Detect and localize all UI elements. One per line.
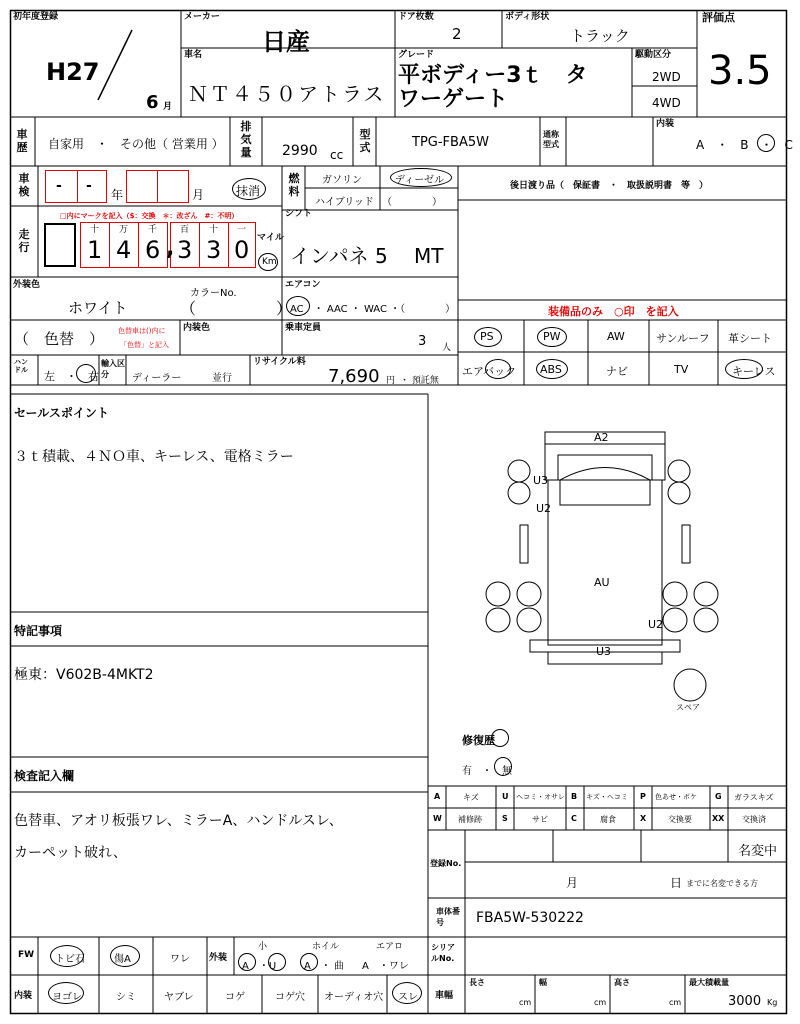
- equip-abs: ABS: [540, 363, 562, 376]
- fuel-diesel: ディーゼル: [395, 175, 444, 186]
- mileage-unit-3: 千: [148, 225, 158, 235]
- bottom-small-label: 小: [258, 942, 268, 952]
- bottom-interior-label: 内装: [14, 991, 33, 1001]
- chassis-label: 車体番号: [436, 907, 460, 927]
- model-value: TPG-FBA5W: [412, 135, 489, 150]
- legend-xx-code: XX: [712, 814, 725, 823]
- mileage-comma: ,: [166, 236, 175, 261]
- max-load-unit: Kg: [767, 998, 778, 1007]
- size-height-unit: cm: [669, 998, 682, 1007]
- legend-x-desc: 交換要: [668, 815, 692, 824]
- mileage-digit-3: 6: [145, 236, 161, 264]
- size-width-unit: cm: [594, 998, 607, 1007]
- capacity-unit: 人: [442, 343, 452, 353]
- inspection-dash-2: -: [86, 178, 92, 194]
- size-width-label: 幅: [539, 978, 547, 987]
- drive-label: 駆動区分: [635, 50, 672, 60]
- legend-g-code: G: [715, 792, 722, 801]
- bottom-wheel-value: A ・ 曲: [304, 961, 345, 972]
- legend-xx-desc: 交換済: [742, 815, 766, 824]
- legend-u-code: U: [502, 792, 509, 801]
- equipment-header: 装備品のみ ○印 を記入: [548, 305, 679, 318]
- inspector-line2: カーペット破れ、: [14, 845, 127, 861]
- size-length-label: 長さ: [469, 978, 485, 987]
- interior-grade-values: A ・ B ・ C: [696, 138, 793, 152]
- inspection-box-2: [77, 170, 107, 203]
- equip-tv: TV: [674, 363, 689, 376]
- equip-ps: PS: [480, 330, 494, 343]
- interior-burn-hole: コゲ穴: [275, 992, 305, 1003]
- registration-name-change: 名変中: [738, 844, 778, 859]
- registration-day: 日: [670, 876, 683, 890]
- month-unit: 月: [163, 102, 173, 112]
- common-model-label: 通称型式: [543, 130, 559, 149]
- grade-line2: ワーゲート: [398, 87, 509, 112]
- steering-value: 左 ・ 右: [44, 370, 99, 383]
- shift-value: インパネ 5 MT: [290, 244, 444, 268]
- grade-line1: 平ボディー3ｔ タ: [398, 63, 588, 88]
- exterior-color: ホワイト: [68, 299, 128, 317]
- capacity-value: 3: [418, 334, 427, 349]
- recycle-unit: 円: [386, 376, 396, 386]
- bottom-aero-label: エアロ: [376, 942, 404, 952]
- import-parallel: 並行: [212, 373, 232, 384]
- mileage-km: Km: [262, 257, 277, 267]
- mileage-km-circle: [258, 253, 278, 271]
- score-value: 3.5: [708, 48, 772, 94]
- equip-aw: AW: [607, 330, 625, 343]
- mileage-digits: [80, 222, 256, 268]
- equip-airbag: エアバック: [462, 365, 517, 378]
- aircon-circle: [286, 296, 310, 316]
- special-text: 極東：V602B-4MKT2: [14, 667, 154, 683]
- aircon-value: AC ・ AAC ・ WAC ・（ ）: [290, 304, 456, 315]
- displacement-value: 2990: [282, 143, 318, 159]
- chassis-value: FBA5W-530222: [476, 910, 584, 926]
- first-reg-month: 6: [146, 92, 159, 113]
- fw-scratch: 傷A: [114, 954, 131, 965]
- bottom-small-value: A ・U: [242, 961, 277, 972]
- fuel-diesel-circle: [390, 168, 452, 187]
- mileage-unit-1: 十: [90, 225, 100, 235]
- color-no-label: カラーNo.: [190, 288, 237, 299]
- equip-navi: ナビ: [606, 365, 628, 378]
- import-dealer: ディーラー: [132, 373, 182, 384]
- maker-label: メーカー: [184, 12, 220, 22]
- after-items: 後日渡り品（ 保証書 ・ 取扱説明書 等 ）: [510, 181, 709, 191]
- legend-w-desc: 補修跡: [458, 815, 482, 824]
- inspector-label: 検査記入欄: [14, 769, 75, 783]
- equip-keyless: キーレス: [732, 365, 776, 378]
- serial-label: シリアルNo.: [431, 943, 455, 963]
- legend-x-code: X: [640, 814, 647, 823]
- legend-g-desc: ガラスキズ: [734, 793, 774, 802]
- diagram-mark-u3-front: U3: [533, 474, 549, 487]
- max-load-label: 最大積載量: [689, 978, 729, 987]
- grade-label: グレード: [398, 50, 435, 60]
- doors-label: ドア枚数: [398, 12, 434, 22]
- mileage-digit-5: 3: [206, 236, 222, 264]
- legend-p-desc: 色あせ・ボケ: [655, 793, 697, 801]
- interior-scuff: スレ: [398, 992, 418, 1003]
- mileage-digit-4: 3: [177, 236, 193, 264]
- bottom-wheel-label: ホイル: [312, 942, 340, 952]
- inspection-status: 抹消: [236, 184, 261, 198]
- body-value: トラック: [570, 27, 630, 45]
- size-height-label: 高さ: [614, 978, 630, 987]
- legend-b-desc: キズ・ヘコミ: [586, 793, 628, 801]
- sales-text: ３ｔ積載、４ＮＯ車、キーレス、電格ミラー: [14, 449, 294, 465]
- diagram-mark-u2-rear: U2: [648, 618, 664, 631]
- bottom-aero-value: A ・ワレ: [362, 961, 409, 972]
- recycle-note: ・ 預託無: [400, 376, 439, 386]
- repair-none-circle: [494, 757, 512, 776]
- drive-4wd: 4WD: [652, 96, 681, 110]
- steering-right-circle: [76, 364, 96, 383]
- fuel-label: 燃料: [288, 172, 300, 198]
- history-value: 自家用 ・ その他（ 営業用 ）: [48, 137, 224, 151]
- first-reg-year: H27: [46, 58, 100, 86]
- mileage-digit-2: 4: [116, 236, 132, 264]
- drive-2wd: 2WD: [652, 70, 681, 84]
- diagram-mark-u3-rear: U3: [596, 645, 612, 658]
- mileage-unit-5: 十: [209, 225, 219, 235]
- maker-value: 日産: [262, 28, 310, 56]
- color-no-paren: （ ）: [180, 299, 293, 318]
- equip-sunroof: サンルーフ: [656, 332, 710, 345]
- fw-crack: ワレ: [170, 954, 190, 965]
- exterior-label: 外装色: [13, 280, 41, 290]
- diagram-mark-a2: A2: [594, 431, 609, 444]
- repaint-note-1: 色替車は()内に: [118, 327, 166, 335]
- inspection-month-unit: 月: [192, 188, 205, 202]
- max-load-value: 3000: [728, 994, 762, 1009]
- mileage-digit-1: 1: [87, 236, 103, 264]
- interior-burn: コゲ: [225, 992, 245, 1003]
- mileage-digit-6: 0: [234, 236, 250, 264]
- fw-label: FW: [18, 950, 35, 960]
- recycle-label: リサイクル料: [253, 357, 306, 367]
- first-reg-label: 初年度登録: [13, 12, 59, 22]
- repair-label: 修復歴: [462, 734, 495, 747]
- bottom-exterior-label: 外装: [209, 953, 228, 963]
- model-label: 型式: [359, 128, 371, 154]
- size-label: 車幅: [435, 991, 454, 1001]
- mileage-unit-4: 百: [180, 225, 190, 235]
- fw-chip: トビ石: [55, 954, 85, 965]
- mileage-mark-box: [44, 223, 76, 267]
- fuel-gasoline: ガソリン: [322, 175, 362, 186]
- legend-w-code: W: [433, 814, 442, 823]
- capacity-label: 乗車定員: [285, 323, 322, 333]
- legend-a-desc: キズ: [463, 793, 479, 802]
- legend-b-code: B: [571, 792, 578, 801]
- special-label: 特記事項: [14, 624, 63, 638]
- legend-c-desc: 腐食: [600, 815, 616, 824]
- displacement-label: 排気量: [240, 120, 252, 159]
- steering-label: ハンドル: [14, 358, 28, 374]
- mileage-note: □内にマークを記入（$：交換 ＊：改ざん #：不明）: [60, 212, 239, 220]
- doors-value: 2: [452, 25, 462, 43]
- aircon-label: エアコン: [285, 280, 321, 290]
- mileage-unit-6: 一: [237, 225, 247, 235]
- interior-grade-label: 内装: [656, 119, 675, 129]
- sales-label: セールスポイント: [14, 406, 109, 420]
- history-label: 車歴: [16, 128, 28, 154]
- car-name-value: ＮＴ４５０アトラス: [188, 82, 386, 106]
- legend-u-desc: ヘコミ・オサレ: [516, 793, 565, 801]
- registration-label: 登録No.: [430, 859, 462, 868]
- car-name-label: 車名: [184, 50, 203, 60]
- fuel-hybrid: ハイブリッド: [315, 197, 374, 208]
- car-diagram: [486, 432, 718, 701]
- fuel-hybrid-paren: （ ）: [382, 197, 442, 208]
- repair-value: 有 ・ 無: [462, 766, 512, 777]
- legend-s-code: S: [502, 814, 508, 823]
- recycle-value: 7,690: [328, 366, 380, 387]
- legend-s-desc: サビ: [532, 815, 548, 824]
- inspection-status-circle: [232, 178, 266, 200]
- interior-dirt: ヨゴレ: [52, 992, 82, 1003]
- import-label: 輸入区分: [101, 359, 125, 379]
- mileage-label: 走行: [18, 228, 30, 254]
- interior-grade-circle: [757, 134, 775, 152]
- size-length-unit: cm: [519, 998, 532, 1007]
- legend-a-code: A: [434, 792, 441, 801]
- inspection-dash-1: -: [56, 178, 62, 194]
- mileage-unit-2: 万: [119, 225, 129, 235]
- inspection-year-unit: 年: [111, 188, 124, 202]
- equip-leather: 革シート: [728, 332, 772, 345]
- equip-pw: PW: [543, 330, 561, 343]
- inspector-line1: 色替車、アオリ板張ワレ、ミラーA、ハンドルスレ、: [14, 813, 343, 829]
- diagram-mark-u2-front: U2: [536, 502, 552, 515]
- interior-audio-hole: オーディオ穴: [324, 992, 384, 1003]
- interior-color-label: 内装色: [183, 323, 211, 333]
- repaint-value: （ 色替 ）: [14, 330, 105, 348]
- inspection-box-3: [126, 170, 158, 203]
- registration-month: 月: [566, 876, 579, 890]
- diagram-spare: スペア: [676, 703, 700, 712]
- shift-label: シフト: [285, 209, 313, 219]
- legend-c-code: C: [571, 814, 577, 823]
- interior-tear: ヤブレ: [164, 992, 194, 1003]
- mileage-mile: マイル: [257, 233, 284, 243]
- displacement-unit: cc: [330, 148, 344, 162]
- legend-p-code: P: [640, 792, 646, 801]
- score-label: 評価点: [702, 11, 735, 24]
- repaint-note-2: 「色替」と記入: [120, 341, 169, 349]
- body-label: ボディ形状: [505, 12, 550, 22]
- diagram-mark-au: AU: [594, 576, 610, 589]
- inspection-box-4: [157, 170, 189, 203]
- interior-stain: シミ: [116, 992, 136, 1003]
- registration-deadline: までに名変できる方: [686, 879, 758, 888]
- inspection-label: 車検: [18, 172, 30, 198]
